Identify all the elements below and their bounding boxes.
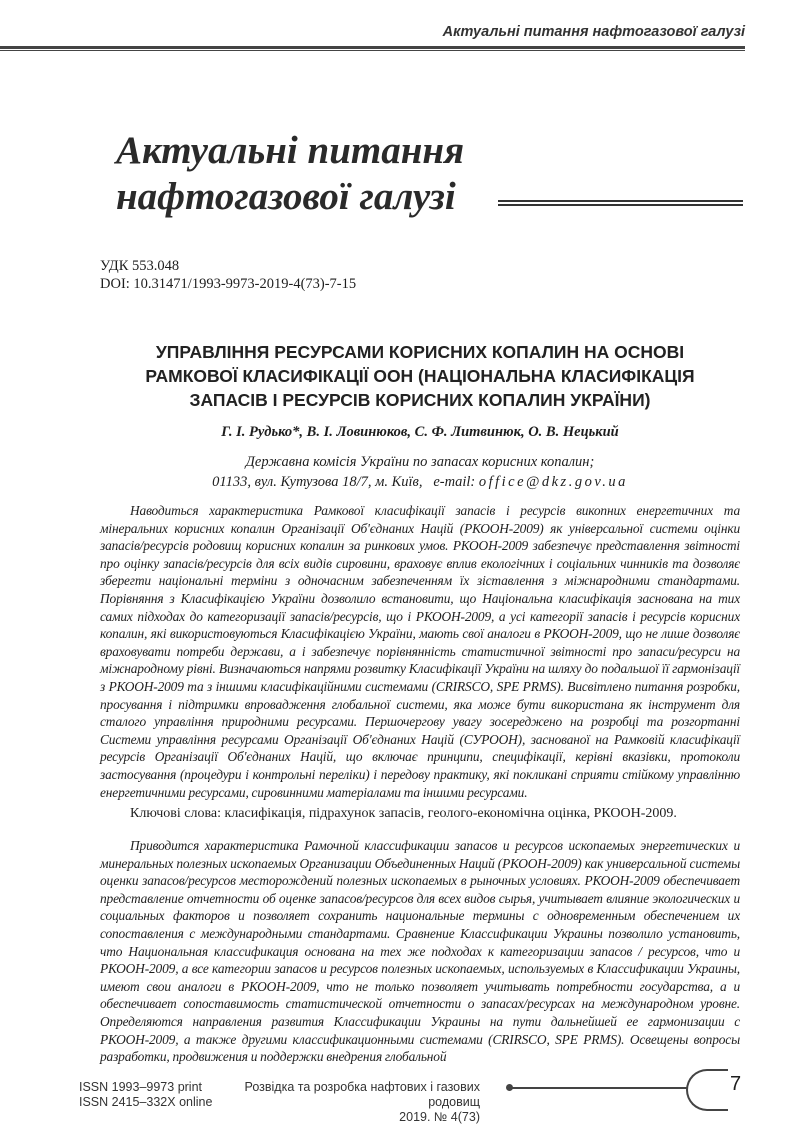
affiliation-address: 01133, вул. Кутузова 18/7, м. Київ,: [212, 474, 423, 490]
paper-title-line: РАМКОВОЇ КЛАСИФІКАЦІЇ ООН (НАЦІОНАЛЬНА КЛАСИФІКАЦІЯ: [145, 366, 695, 386]
running-head: Актуальні питання нафтогазової галузі: [442, 24, 745, 40]
footer-issn: [79, 1080, 212, 1110]
issn-print: ISSN 1993–9973 print: [79, 1079, 203, 1094]
abstract-ukrainian: Наводиться характеристика Рамкової класифікації запасів і ресурсів викопних енергетичних та мінеральних корисних копалин Організації Об'єднаних Націй (РКООН-2009) як універсальної системи оцінки запасів/ресурсів родовищ корисних копалин за ринкових умов. РКООН-2009 забезпечує представлення звітності про оцінку запасів/ресурсів для всіх видів сировини, враховує вплив екологічних і соціальних чинників та дозволяє зберегти національні терміни з одночасним забезпеченням їх зіставлення з міжнародними стандартами. Порівняння з Класифікацією України дозволило встановити, що Національна класифікація заснована на тих самих підходах до категоризації запасів/ресурсів, що і РКООН-2009, а усі категорії запасів і ресурсів корисних копалин, які використовуються Класифікацією України, мають свої аналоги в РКООН-2009, що не лише дозволяє враховувати потреби держави, а і забезпечує порівнянність статистичної звітності про запаси/ресурси на міжнародному рівні. Визначаються напрями розвитку Класифікації України на шляху до подальшої її гармонізації з РКООН-2009 та з іншими класифікаційними системами (CRIRSCO, SPE PRMS). Висвітлено питання розробки, просування і підтримки впровадження глобальної системи, яка може бути використана як інструмент для сталого управління природними ресурсами. Першочергову увагу зосереджено на розробці та розгортанні Системи управління ресурсами Організації Об'єднаних Націй (СУРООН), заснованої на Рамковій класифікації ресурсів Організації Об'єднаних Націй, що включає принципи, специфікації, керівні вказівки, протоколи застосування (процедури і контрольні переліки) і передову практику, які покликані сприяти стійкому управлінню енергетичними ресурсами, сировинними матеріалами та іншими ресурсами.: [100, 503, 740, 800]
paper-title-line: ЗАПАСІВ І РЕСУРСІВ КОРИСНИХ КОПАЛИН УКРАЇНИ): [189, 390, 651, 410]
page-footer: [79, 1066, 742, 1148]
udk: УДК 553.048: [100, 258, 180, 274]
footer-rule: [510, 1087, 688, 1089]
section-title-line: нафтогазової галузі: [116, 175, 456, 218]
section-title-line: Актуальні питання: [116, 129, 465, 172]
page-number: 7: [730, 1072, 742, 1095]
body-flow: [79, 0, 742, 1148]
journal-name: Розвідка та розробка нафтових і газових родовищ: [244, 1079, 480, 1109]
abstract-russian: Приводится характеристика Рамочной классификации запасов и ресурсов ископаемых энергетических и минеральных полезных ископаемых Организации Объединенных Наций (РКООН-2009) как универсальной системы оценки запасов/ресурсов месторождений полезных ископаемых в рыночных условиях. РКООН-2009 обеспечивает представление отчетности об оценке запасов/ресурсов для всех видов сырья, учитывает влияние экологических и социальных факторов и позволяет сохранить национальные термины с одновременным обеспечением их сопоставления с международными стандартами. Сравнение Классификации Украины позволило установить, что Национальная классификация основана на тех же подходах к категоризации запасов / ресурсов, что и РКООН-2009, а все категории запасов и ресурсов полезных ископаемых, используемых в Классификации Украины, имеют свои аналоги в РКООН-2009, что не только позволяет учитывать потребности государства, а и обеспечивает сопоставимость статистической отчетности о запасах/ресурсах на международном уровне. Определяются направления развития Классификации Украины на пути дальнейшей ее гармонизации с РКООН-2009, а также другими классификационными системами (CRIRSCO, SPE PRMS). Освещены вопросы разработки, продвижения и поддержки внедрения глобальной: [100, 838, 740, 1065]
footer-journal: [202, 1080, 480, 1125]
email-link[interactable]: office@dkz.gov.ua: [478, 474, 628, 490]
page-number-bracket: [686, 1069, 728, 1111]
keywords: Ключові слова: класифікація, підрахунок запасів, геолого-економічна оцінка, РКООН-2009.: [130, 806, 677, 822]
affiliation-org: Державна комісія України по запасах корисних копалин;: [245, 454, 595, 470]
paper-title-line: УПРАВЛІННЯ РЕСУРСАМИ КОРИСНИХ КОПАЛИН НА ОСНОВІ: [155, 342, 685, 362]
email-label: e-mail:: [433, 474, 476, 490]
journal-issue: 2019. № 4(73): [399, 1109, 480, 1124]
doi: DOI: 10.31471/1993-9973-2019-4(73)-7-15: [100, 276, 357, 292]
issn-online: ISSN 2415–332X online: [79, 1094, 213, 1109]
authors: Г. І. Рудько*, В. І. Ловинюков, С. Ф. Литвинюк, О. В. Нецький: [221, 424, 619, 440]
